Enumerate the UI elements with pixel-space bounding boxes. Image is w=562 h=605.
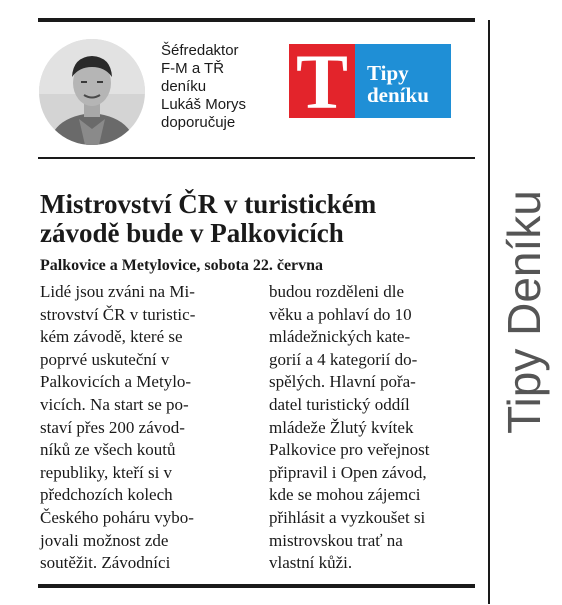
body-line: budou rozděleni dle: [269, 282, 405, 301]
header-rule: [38, 157, 475, 159]
intro-line: deníku: [161, 78, 207, 95]
body-line: mládeže Žlutý kvítek: [269, 417, 414, 437]
body-line: přihlásit a vyzkoušet si: [269, 507, 426, 527]
logo-word-tipy: Tipy: [367, 61, 409, 85]
body-line: poprvé uskuteční v: [40, 349, 170, 369]
body-line: republiky, kteří si v: [40, 462, 173, 482]
tipy-deniku-logo: [355, 44, 451, 118]
intro-line: F-M a TŘ: [161, 60, 225, 77]
body-line: kém závodě, které se: [40, 327, 183, 347]
body-line: staví přes 200 závod-: [40, 417, 185, 437]
article-headline: [40, 190, 480, 248]
editor-avatar: [39, 39, 145, 145]
intro-line: Šéfredaktor: [161, 42, 239, 59]
article-column-1: [40, 281, 250, 575]
headline-line: závodě bude v Palkovicích: [40, 218, 344, 248]
headline-line: Mistrovství ČR v turistickém: [40, 189, 377, 219]
recommendation-intro: [161, 42, 279, 132]
bottom-rule: [38, 584, 475, 588]
logo-letter: T: [289, 44, 355, 118]
vertical-divider: [488, 20, 490, 604]
body-line: mládežnických kate-: [269, 327, 411, 347]
body-line: Palkovice pro veřejnost: [269, 440, 430, 460]
body-line: Palkovicích a Metylo-: [40, 372, 192, 392]
body-line: vlastní kůži.: [269, 553, 353, 573]
body-line: vicích. Na start se po-: [40, 394, 189, 414]
body-line: Českého poháru vybo-: [40, 507, 194, 527]
body-line: níků ze všech koutů: [40, 440, 176, 460]
body-line: soutěžit. Závodníci: [40, 553, 171, 573]
body-line: strovství ČR v turistic-: [40, 304, 196, 324]
body-line: datel turistický oddíl: [269, 394, 410, 414]
intro-line: doporučuje: [161, 114, 236, 131]
intro-line: Lukáš Morys: [161, 96, 247, 113]
side-label-text: Tipy Deníku: [498, 190, 550, 434]
body-line: mistrovskou trať na: [269, 530, 403, 550]
body-line: kde se mohou zájemci: [269, 485, 421, 505]
article-subhead: Palkovice a Metylovice, sobota 22. června: [40, 257, 324, 274]
editor-photo: [39, 39, 145, 145]
body-line: Lidé jsou zváni na Mi-: [40, 282, 195, 301]
top-rule: [38, 18, 475, 22]
logo-word-deniku: deníku: [367, 83, 429, 107]
body-line: spělých. Hlavní pořa-: [269, 372, 416, 392]
side-label: [492, 20, 556, 604]
body-line: jovali možnost zde: [40, 530, 169, 550]
body-line: gorií a 4 kategorií do-: [269, 349, 418, 369]
body-line: předchozích kolech: [40, 485, 173, 505]
body-line: věku a pohlaví do 10: [269, 304, 412, 324]
body-line: připravil i Open závod,: [269, 462, 427, 482]
article-column-2: [269, 281, 479, 575]
